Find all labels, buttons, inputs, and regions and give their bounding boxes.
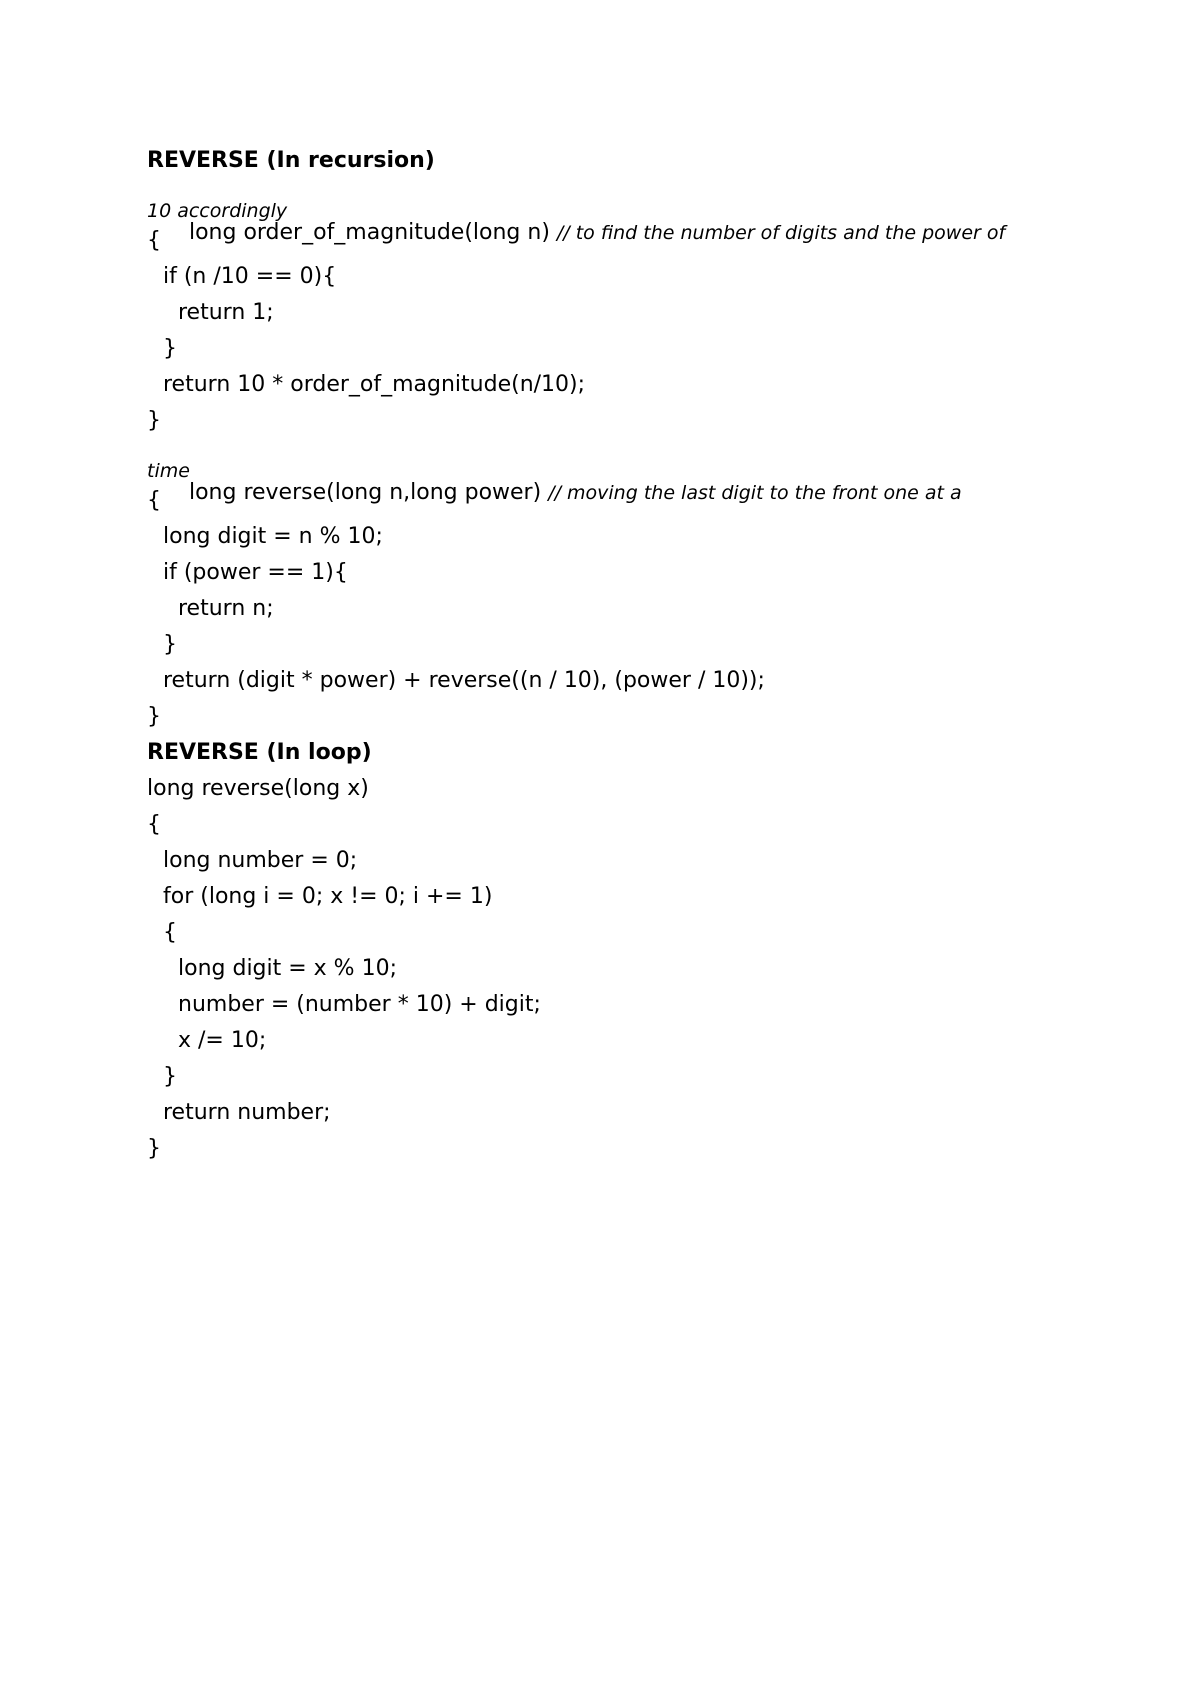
code-line: } <box>147 704 161 729</box>
code-line: if (n /10 == 0){ <box>163 264 337 289</box>
code-line: { <box>147 488 161 513</box>
section-heading-recursion: REVERSE (In recursion) <box>147 148 435 173</box>
code-line: long digit = x % 10; <box>178 956 397 981</box>
code-comment-continuation: 10 accordingly <box>147 200 288 222</box>
code-line: return n; <box>178 596 274 621</box>
code-line: long number = 0; <box>163 848 358 873</box>
code-line: } <box>163 632 177 657</box>
code-line: return (digit * power) + reverse((n / 10), (power / 10)); <box>163 668 765 693</box>
code-text: long order_of_magnitude(long n) <box>188 220 557 245</box>
code-line: return number; <box>163 1100 331 1125</box>
code-line: number = (number * 10) + digit; <box>178 992 541 1017</box>
code-line-order-of-magnitude-signature <box>147 179 1047 245</box>
code-line: } <box>163 1064 177 1089</box>
code-comment-continuation: time <box>147 460 190 482</box>
code-line: for (long i = 0; x != 0; i += 1) <box>163 884 493 909</box>
code-line: long digit = n % 10; <box>163 524 383 549</box>
document-content <box>147 143 1047 1167</box>
code-line-reverse-signature <box>147 439 1047 505</box>
code-line: if (power == 1){ <box>163 560 348 585</box>
code-line: { <box>147 228 161 253</box>
code-line: { <box>163 920 177 945</box>
code-line: x /= 10; <box>178 1028 267 1053</box>
code-line: } <box>147 408 161 433</box>
code-comment: // moving the last digit to the front one at a <box>548 482 962 504</box>
code-line: { <box>147 812 161 837</box>
code-comment: // to find the number of digits and the power of <box>556 222 1006 244</box>
code-text: long reverse(long n,long power) <box>188 480 549 505</box>
code-line: return 1; <box>178 300 274 325</box>
code-line: } <box>163 336 177 361</box>
section-heading-loop: REVERSE (In loop) <box>147 740 372 765</box>
code-line: long reverse(long x) <box>147 776 369 801</box>
code-line: } <box>147 1136 161 1161</box>
code-line: return 10 * order_of_magnitude(n/10); <box>163 372 586 397</box>
